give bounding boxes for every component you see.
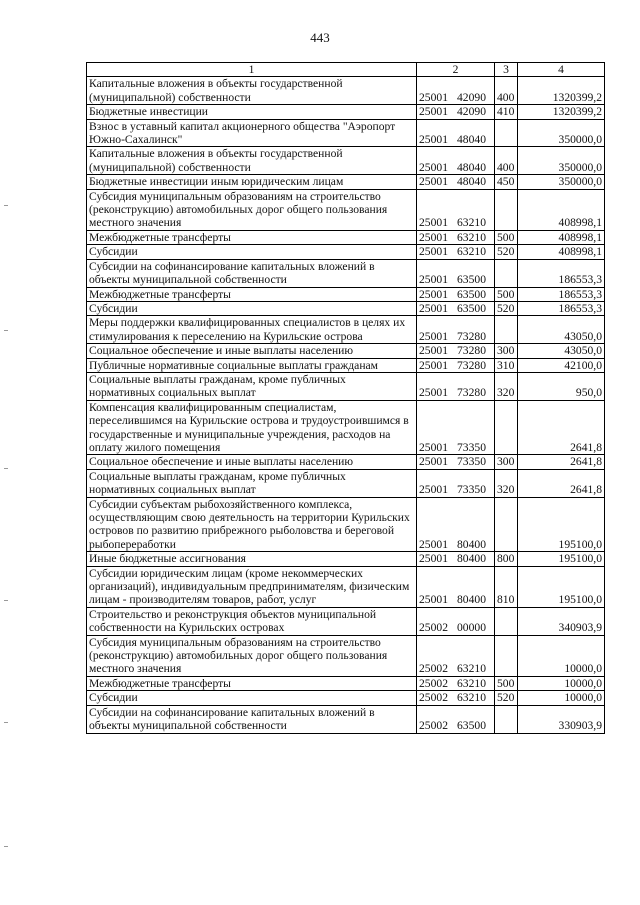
row-code-direction: 73350 xyxy=(457,440,486,454)
row-expense-type: 320 xyxy=(495,469,518,497)
table-row xyxy=(87,189,605,230)
row-name: Межбюджетные трансферты xyxy=(87,230,417,244)
row-expense-type: 300 xyxy=(495,344,518,358)
row-code-program: 25001 xyxy=(419,593,448,607)
row-name: Социальное обеспечение и иные выплаты населению xyxy=(87,455,417,469)
row-expense-type: 500 xyxy=(495,676,518,690)
row-expense-type xyxy=(495,497,518,552)
table-row xyxy=(87,676,605,690)
row-expense-type xyxy=(495,400,518,455)
row-code-program: 25002 xyxy=(419,621,448,635)
row-amount: 195100,0 xyxy=(518,497,605,552)
row-code-program: 25001 xyxy=(419,133,448,147)
table-body xyxy=(87,77,605,733)
row-code-program: 25001 xyxy=(419,273,448,287)
row-expense-type: 800 xyxy=(495,552,518,566)
row-name: Меры поддержки квалифицированных специалистов в целях их стимулирования к переселению на Курильские острова xyxy=(87,316,417,344)
row-name: Социальные выплаты гражданам, кроме публичных нормативных социальных выплат xyxy=(87,372,417,400)
row-code-program: 25002 xyxy=(419,676,448,690)
row-amount: 2641,8 xyxy=(518,455,605,469)
table-row xyxy=(87,705,605,733)
row-code xyxy=(417,230,495,244)
row-name: Взнос в уставный капитал акционерного общества "Аэропорт Южно-Сахалинск" xyxy=(87,119,417,147)
row-code xyxy=(417,245,495,259)
row-code-program: 25001 xyxy=(419,216,448,230)
row-amount: 195100,0 xyxy=(518,552,605,566)
row-name: Компенсация квалифицированным специалистам, переселившимся на Курильские острова и трудоустроившимся в государственные и муниципальные учреждения, расходов на оплату жилого помещения xyxy=(87,400,417,455)
row-code xyxy=(417,705,495,733)
row-code-program: 25001 xyxy=(419,287,448,301)
row-code xyxy=(417,147,495,175)
row-amount: 408998,1 xyxy=(518,189,605,230)
table-row xyxy=(87,105,605,119)
table-row xyxy=(87,469,605,497)
margin-mark xyxy=(4,600,8,601)
row-expense-type xyxy=(495,316,518,344)
row-name: Социальное обеспечение и иные выплаты населению xyxy=(87,344,417,358)
row-expense-type: 500 xyxy=(495,287,518,301)
margin-mark xyxy=(4,330,8,331)
row-code xyxy=(417,344,495,358)
row-amount: 195100,0 xyxy=(518,566,605,607)
row-code xyxy=(417,607,495,635)
row-name: Публичные нормативные социальные выплаты гражданам xyxy=(87,358,417,372)
margin-mark xyxy=(4,205,8,206)
table-row xyxy=(87,147,605,175)
row-code-program: 25001 xyxy=(419,358,448,372)
table-row xyxy=(87,301,605,315)
row-code xyxy=(417,189,495,230)
row-code xyxy=(417,77,495,105)
row-amount: 10000,0 xyxy=(518,676,605,690)
row-amount: 950,0 xyxy=(518,372,605,400)
row-amount: 186553,3 xyxy=(518,287,605,301)
row-code-direction: 63500 xyxy=(457,301,486,315)
row-code xyxy=(417,119,495,147)
row-expense-type: 520 xyxy=(495,301,518,315)
row-name: Субсидии xyxy=(87,245,417,259)
row-name: Бюджетные инвестиции иным юридическим лицам xyxy=(87,175,417,189)
row-name: Субсидии xyxy=(87,301,417,315)
row-name: Социальные выплаты гражданам, кроме публичных нормативных социальных выплат xyxy=(87,469,417,497)
row-code-program: 25001 xyxy=(419,537,448,551)
header-col-3: 3 xyxy=(495,63,518,77)
table-row xyxy=(87,566,605,607)
row-name: Субсидия муниципальным образованиям на строительство (реконструкцию) автомобильных дорог общего пользования местного значения xyxy=(87,189,417,230)
table-row xyxy=(87,77,605,105)
row-code-direction: 63210 xyxy=(457,676,486,690)
row-name: Межбюджетные трансферты xyxy=(87,676,417,690)
table-row xyxy=(87,372,605,400)
row-code-direction: 63500 xyxy=(457,287,486,301)
row-code-direction: 42090 xyxy=(457,90,486,104)
row-amount: 340903,9 xyxy=(518,607,605,635)
row-code-program: 25001 xyxy=(419,344,448,358)
row-code xyxy=(417,635,495,676)
row-expense-type: 810 xyxy=(495,566,518,607)
table-row xyxy=(87,245,605,259)
row-name: Межбюджетные трансферты xyxy=(87,287,417,301)
table-row xyxy=(87,455,605,469)
table-row xyxy=(87,287,605,301)
row-code xyxy=(417,316,495,344)
row-amount: 42100,0 xyxy=(518,358,605,372)
row-amount: 330903,9 xyxy=(518,705,605,733)
row-code-direction: 73280 xyxy=(457,386,486,400)
row-name: Субсидия муниципальным образованиям на строительство (реконструкцию) автомобильных дорог общего пользования местного значения xyxy=(87,635,417,676)
row-amount: 10000,0 xyxy=(518,635,605,676)
row-expense-type xyxy=(495,607,518,635)
row-code-direction: 48040 xyxy=(457,175,486,189)
row-code xyxy=(417,400,495,455)
row-code-program: 25001 xyxy=(419,455,448,469)
table-row xyxy=(87,635,605,676)
header-col-1: 1 xyxy=(87,63,417,77)
row-code-direction: 42090 xyxy=(457,105,486,119)
row-amount: 2641,8 xyxy=(518,400,605,455)
row-code-program: 25001 xyxy=(419,301,448,315)
table-row xyxy=(87,175,605,189)
row-expense-type: 520 xyxy=(495,691,518,705)
table-row xyxy=(87,316,605,344)
row-code-direction: 80400 xyxy=(457,552,486,566)
row-expense-type xyxy=(495,635,518,676)
row-code xyxy=(417,455,495,469)
row-amount: 1320399,2 xyxy=(518,77,605,105)
row-code-direction: 73280 xyxy=(457,358,486,372)
row-name: Субсидии на софинансирование капитальных вложений в объекты муниципальной собственности xyxy=(87,705,417,733)
row-code xyxy=(417,469,495,497)
row-name: Капитальные вложения в объекты государственной (муниципальной) собственности xyxy=(87,77,417,105)
row-expense-type: 520 xyxy=(495,245,518,259)
row-code-direction: 73350 xyxy=(457,455,486,469)
row-expense-type xyxy=(495,259,518,287)
table-row xyxy=(87,344,605,358)
row-code xyxy=(417,566,495,607)
row-expense-type xyxy=(495,189,518,230)
row-code-program: 25001 xyxy=(419,90,448,104)
table-row xyxy=(87,358,605,372)
table-row xyxy=(87,691,605,705)
row-code-program: 25001 xyxy=(419,105,448,119)
row-code xyxy=(417,552,495,566)
row-code-direction: 73280 xyxy=(457,344,486,358)
row-amount: 186553,3 xyxy=(518,259,605,287)
row-code xyxy=(417,105,495,119)
row-name: Субсидии xyxy=(87,691,417,705)
row-code-direction: 80400 xyxy=(457,593,486,607)
row-amount: 408998,1 xyxy=(518,245,605,259)
table-row xyxy=(87,552,605,566)
row-code-direction: 48040 xyxy=(457,133,486,147)
row-code-direction: 48040 xyxy=(457,160,486,174)
table-row xyxy=(87,400,605,455)
row-expense-type: 310 xyxy=(495,358,518,372)
budget-table xyxy=(86,62,605,734)
row-amount: 350000,0 xyxy=(518,119,605,147)
row-expense-type: 320 xyxy=(495,372,518,400)
row-name: Субсидии юридическим лицам (кроме некоммерческих организаций), индивидуальным предпринимателям, физическим лицам - производителям товаров, работ, услуг xyxy=(87,566,417,607)
row-amount: 408998,1 xyxy=(518,230,605,244)
row-name: Субсидии субъектам рыбохозяйственного комплекса, осуществляющим свою деятельность на территории Курильских островов по развитию прибрежного рыболовства и береговой рыбопереработки xyxy=(87,497,417,552)
row-code-direction: 63500 xyxy=(457,719,486,733)
row-code-program: 25001 xyxy=(419,552,448,566)
row-expense-type xyxy=(495,705,518,733)
row-code-program: 25001 xyxy=(419,175,448,189)
row-code-direction: 63210 xyxy=(457,245,486,259)
page-number: 443 xyxy=(310,30,330,45)
row-expense-type xyxy=(495,119,518,147)
row-code xyxy=(417,358,495,372)
row-code-program: 25002 xyxy=(419,662,448,676)
row-name: Капитальные вложения в объекты государственной (муниципальной) собственности xyxy=(87,147,417,175)
row-code-direction: 73350 xyxy=(457,483,486,497)
header-col-2: 2 xyxy=(417,63,495,77)
row-code xyxy=(417,497,495,552)
row-amount: 186553,3 xyxy=(518,301,605,315)
row-name: Иные бюджетные ассигнования xyxy=(87,552,417,566)
table-row xyxy=(87,607,605,635)
row-code xyxy=(417,372,495,400)
row-code xyxy=(417,691,495,705)
margin-mark xyxy=(4,468,8,469)
margin-mark xyxy=(4,846,8,847)
row-code xyxy=(417,676,495,690)
table-row xyxy=(87,230,605,244)
row-code xyxy=(417,175,495,189)
row-expense-type: 410 xyxy=(495,105,518,119)
row-expense-type: 400 xyxy=(495,147,518,175)
row-code xyxy=(417,287,495,301)
row-code-direction: 63210 xyxy=(457,230,486,244)
row-code-program: 25002 xyxy=(419,719,448,733)
row-code-direction: 63210 xyxy=(457,216,486,230)
row-code-program: 25001 xyxy=(419,245,448,259)
row-amount: 43050,0 xyxy=(518,316,605,344)
row-code-direction: 73280 xyxy=(457,329,486,343)
row-code-program: 25001 xyxy=(419,329,448,343)
table-header-row xyxy=(87,63,605,77)
table-row xyxy=(87,259,605,287)
row-expense-type: 450 xyxy=(495,175,518,189)
row-code-direction: 00000 xyxy=(457,621,486,635)
table-row xyxy=(87,119,605,147)
row-code-direction: 63210 xyxy=(457,691,486,705)
row-amount: 350000,0 xyxy=(518,147,605,175)
header-col-4: 4 xyxy=(518,63,605,77)
row-amount: 43050,0 xyxy=(518,344,605,358)
margin-mark xyxy=(4,722,8,723)
table-row xyxy=(87,497,605,552)
row-expense-type: 300 xyxy=(495,455,518,469)
row-code-program: 25001 xyxy=(419,386,448,400)
row-code-program: 25001 xyxy=(419,160,448,174)
row-code-program: 25001 xyxy=(419,440,448,454)
row-code-program: 25002 xyxy=(419,691,448,705)
row-name: Строительство и реконструкция объектов муниципальной собственности на Курильских островах xyxy=(87,607,417,635)
row-amount: 10000,0 xyxy=(518,691,605,705)
row-code-direction: 80400 xyxy=(457,537,486,551)
row-code-program: 25001 xyxy=(419,230,448,244)
row-code-direction: 63210 xyxy=(457,662,486,676)
row-amount: 1320399,2 xyxy=(518,105,605,119)
row-name: Субсидии на софинансирование капитальных вложений в объекты муниципальной собственности xyxy=(87,259,417,287)
row-name: Бюджетные инвестиции xyxy=(87,105,417,119)
row-expense-type: 400 xyxy=(495,77,518,105)
row-code xyxy=(417,259,495,287)
row-expense-type: 500 xyxy=(495,230,518,244)
row-amount: 2641,8 xyxy=(518,469,605,497)
row-code-direction: 63500 xyxy=(457,273,486,287)
row-code xyxy=(417,301,495,315)
row-amount: 350000,0 xyxy=(518,175,605,189)
row-code-program: 25001 xyxy=(419,483,448,497)
